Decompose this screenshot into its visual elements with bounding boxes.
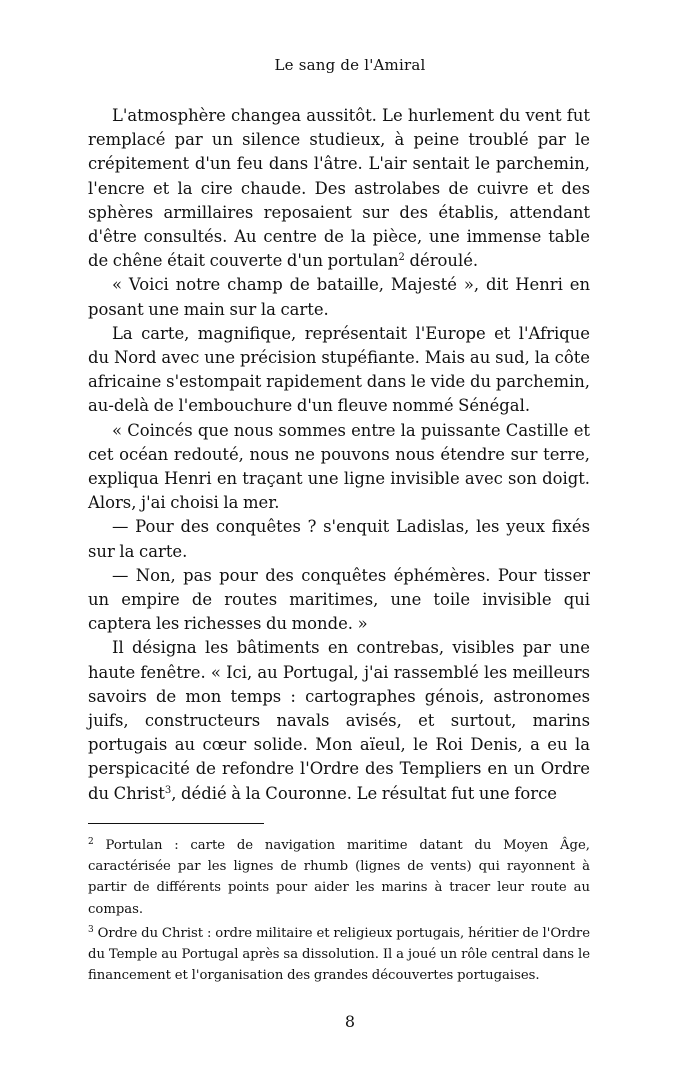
footnote <box>88 923 590 987</box>
running-header: Le sang de l'Amiral <box>274 56 426 74</box>
footnote <box>88 835 590 920</box>
footnote-ref: 2 <box>398 252 405 264</box>
paragraph: « Voici notre champ de bataille, Majesté », dit Henri en posant une main sur la carte. <box>88 275 590 319</box>
paragraph-text: Il désigna les bâtiments en contrebas, visibles par une haute fenêtre. « Ici, au Portugal, j'ai rassemblé les meilleurs savoirs de mon temps : cartographes génois, astronomes juifs, constructeurs navals avisés, et surtout, marins portugais au cœur solide. Mon aïeul, le Roi Denis, a eu la perspicacité de refondre l'Ordre des Templiers en un Ordre du Christ <box>88 638 590 803</box>
paragraph <box>88 636 590 805</box>
footnote-rule <box>88 823 264 824</box>
paragraph: — Pour des conquêtes ? s'enquit Ladislas, les yeux fixés sur la carte. <box>88 517 590 561</box>
paragraph <box>88 104 590 273</box>
footnote-number: 2 <box>88 837 94 847</box>
body-text <box>88 104 590 806</box>
page-number: 8 <box>344 1012 356 1031</box>
paragraph: La carte, magnifique, représentait l'Europe et l'Afrique du Nord avec une précision stupéfiante. Mais au sud, la côte africaine s'estompait rapidement dans le vide du parchemin, au-delà de l'embouchure d'un fleuve nommé Sénégal. <box>88 323 590 416</box>
footnote-number: 3 <box>88 924 94 935</box>
paragraph: — Non, pas pour des conquêtes éphémères. Pour tisser un empire de routes maritimes, une toile invisible qui captera les richesses du monde. » <box>88 565 590 634</box>
paragraph-text: déroulé. <box>404 251 479 271</box>
footnote-text: Portulan : carte de navigation maritime datant du Moyen Âge, caractérisée par les lignes de rhumb (lignes de vents) qui rayonnent à partir de différents points pour aider les marins à tracer leur route au compas. <box>88 838 590 917</box>
paragraph-text: , dédié à la Couronne. Le résultat fut une force <box>171 783 557 803</box>
paragraph-text: L'atmosphère changea aussitôt. Le hurlement du vent fut remplacé par un silence studieux, à peine troublé par le crépitement d'un feu dans l'âtre. L'air sentait le parchemin, l'encre et la cire chaude. Des astrolabes de cuivre et des sphères armillaires reposaient sur des établis, attendant d'être consultés. Au centre de la pièce, une immense table de chêne était couverte d'un portulan <box>88 106 590 271</box>
paragraph: « Coincés que nous sommes entre la puissante Castille et cet océan redouté, nous ne pouvons nous étendre sur terre, expliqua Henri en traçant une ligne invisible avec son doigt. Alors, j'ai choisi la mer. <box>88 420 590 513</box>
footnote-ref: 3 <box>164 784 172 796</box>
footnote-text: Ordre du Christ : ordre militaire et religieux portugais, héritier de l'Ordre du Temple au Portugal après sa dissolution. Il a joué un rôle central dans le financement et l'organisation des grandes découvertes portugaises. <box>88 925 590 984</box>
footnotes <box>88 835 590 989</box>
